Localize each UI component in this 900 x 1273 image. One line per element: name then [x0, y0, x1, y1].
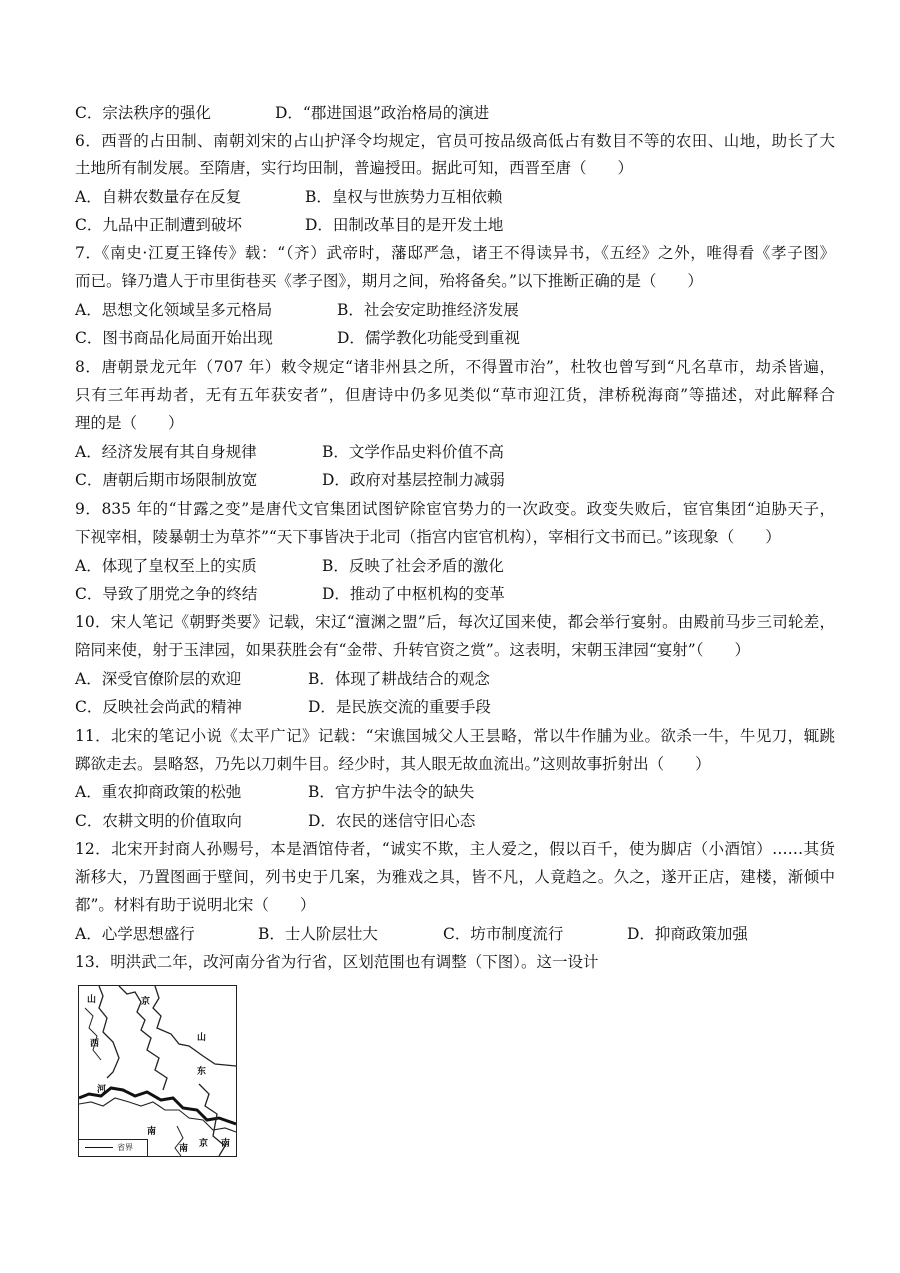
q11-option-b: B．官方护牛法令的缺失: [308, 783, 475, 801]
q11-stem-line-2: 踯欲走去。昙略怒，乃先以刀刺牛目。经少时，其人眼无故血流出。”这则故事折射出（ ）: [75, 755, 711, 773]
map-legend: [79, 1139, 148, 1156]
map-label-1: 山: [87, 995, 97, 1005]
boundary-line-west: [99, 986, 119, 1078]
q7-stem-line-1: 7．《南史·江夏王锋传》载：“（齐）武帝时，藩邸严急，诸王不得读异书，《五经》之外，唯得看《孝子图》: [75, 244, 835, 262]
map-label-5: 东: [197, 1067, 207, 1077]
q11-stem-line-1: 11．北宋的笔记小说《太平广记》记载：“宋谯国城父人王昙略，常以牛作脯为业。欲杀一牛，牛见刀，辄跳: [75, 727, 835, 745]
q9-stem-line-1: 9．835 年的“甘露之变”是唐代文官集团试图铲除宦官势力的一次政变。政变失败后，宦官集团“迫胁天子，: [75, 500, 835, 518]
q8-option-c: C．唐朝后期市场限制放宽: [75, 471, 258, 489]
q11-option-a: A．重农抑商政策的松弛: [75, 783, 242, 801]
map-label-4: 山: [197, 1033, 207, 1043]
q8-option-a: A．经济发展有其自身规律: [75, 443, 257, 461]
q5-option-c: C．宗法秩序的强化: [75, 104, 211, 122]
map-label-6: 河: [97, 1085, 107, 1095]
q6-option-b: B．皇权与世族势力互相依赖: [305, 188, 503, 206]
q9-stem-line-2: 下视宰相，陵暴朝士为草芥”“天下事皆决于北司（指宫内宦官机构），宰相行文书而已。”该现象（ ）: [75, 528, 781, 546]
q10-stem-line-1: 10．宋人笔记《朝野类要》记载，宋辽“澶渊之盟”后，每次辽国来使，都会举行宴射。由殿前马步三司轮差，: [75, 613, 835, 631]
map-label-2: 西: [90, 1039, 100, 1049]
q10-option-d: D．是民族交流的重要手段: [308, 698, 491, 716]
q10-option-c: C．反映社会尚武的精神: [75, 698, 242, 716]
q13-stem-line-1: 13．明洪武二年，改河南分省为行省，区划范围也有调整（下图）。这一设计: [75, 953, 599, 971]
q7-option-b: B．社会安定助推经济发展: [337, 301, 519, 319]
q10-option-b: B．体现了耕战结合的观念: [308, 670, 490, 688]
q7-option-a: A．思想文化领域呈多元格局: [75, 301, 273, 319]
q11-option-d: D．农民的迷信守旧心态: [308, 812, 476, 830]
q8-option-b: B．文学作品史料价值不高: [322, 443, 504, 461]
q9-option-a: A．体现了皇权至上的实质: [75, 557, 257, 575]
q12-stem-line-3: 都”。材料有助于说明北宋（ ）: [75, 896, 316, 914]
legend-text: 省界: [117, 1143, 133, 1152]
q6-option-d: D．田制改革目的是开发土地: [305, 216, 504, 234]
q8-stem-line-2: 只有三年再劫者，无有五年获安者”，但唐诗中仍多见类似“草市迎江货，津桥税海商”等描述，对此解释合: [75, 386, 835, 404]
q9-option-b: B．反映了社会矛盾的激化: [322, 557, 504, 575]
q8-option-d: D．政府对基层控制力减弱: [322, 471, 505, 489]
boundary-line-east: [153, 986, 236, 1066]
q10-option-a: A．深受官僚阶层的欢迎: [75, 670, 242, 688]
q12-option-b: B．士人阶层壮大: [258, 925, 378, 943]
map-label-10: 南: [179, 1144, 189, 1154]
map-label-8: 南: [221, 1139, 231, 1149]
q12-option-d: D．抑商政策加强: [627, 925, 748, 943]
map-label-7: 南: [147, 1127, 157, 1137]
river-bank-line: [79, 1098, 236, 1132]
q9-option-d: D．推动了中枢机构的变革: [322, 585, 505, 603]
q12-option-a: A．心学思想盛行: [75, 925, 195, 943]
q6-option-c: C．九品中正制遭到破坏: [75, 216, 242, 234]
q12-stem-line-2: 渐移大，乃置图画于壁间，列书史于几案，为雅戏之具，皆不凡，人竟趋之。久之，遂开正店，建楼，渐倾中: [75, 868, 835, 886]
q8-stem-line-1: 8．唐朝景龙元年（707 年）敕令规定“诸非州县之所，不得置市治”，杜牧也曾写到“凡名草市，劫杀皆遍，: [75, 358, 835, 376]
q9-option-c: C．导致了朋党之争的终结: [75, 585, 258, 603]
q10-stem-line-2: 陪同来使，射于玉津园，如果获胜会有“金带、升转官资之赏”。这表明，宋朝玉津园“宴射”（ ）: [75, 641, 750, 659]
map-label-3: 京: [141, 997, 151, 1007]
boundary-line-small: [85, 1008, 101, 1060]
q5-option-d: D．“郡进国退”政治格局的演进: [275, 104, 490, 122]
q7-option-d: D．儒学教化功能受到重视: [337, 329, 520, 347]
q12-stem-line-1: 12．北宋开封商人孙赐号，本是酒馆侍者，“诚实不欺，主人爱之，假以百千，使为脚店（小酒馆）……其货: [75, 840, 835, 858]
q6-stem-line-2: 土地所有制发展。至隋唐，实行均田制，普遍授田。据此可知，西晋至唐（ ）: [75, 159, 634, 177]
q6-stem-line-1: 6．西晋的占田制、南朝刘宋的占山护泽令均规定，官员可按品级高低占有数目不等的农田、山地，助长了大: [75, 132, 835, 150]
q7-option-c: C．图书商品化局面开始出现: [75, 329, 273, 347]
province-boundary-map: [78, 985, 237, 1157]
q12-option-c: C．坊市制度流行: [443, 925, 564, 943]
q8-stem-line-3: 理的是（ ）: [75, 414, 184, 432]
map-label-9: 京: [199, 1139, 209, 1149]
q6-option-a: A．自耕农数量存在反复: [75, 188, 242, 206]
legend-line-symbol: [85, 1147, 113, 1148]
q11-option-c: C．农耕文明的价值取向: [75, 812, 242, 830]
q7-stem-line-2: 而已。锋乃遣人于市里街巷买《孝子图》，期月之间，殆将备矣。”以下推断正确的是（ ）: [75, 272, 703, 290]
map-drawing: [79, 986, 236, 1156]
